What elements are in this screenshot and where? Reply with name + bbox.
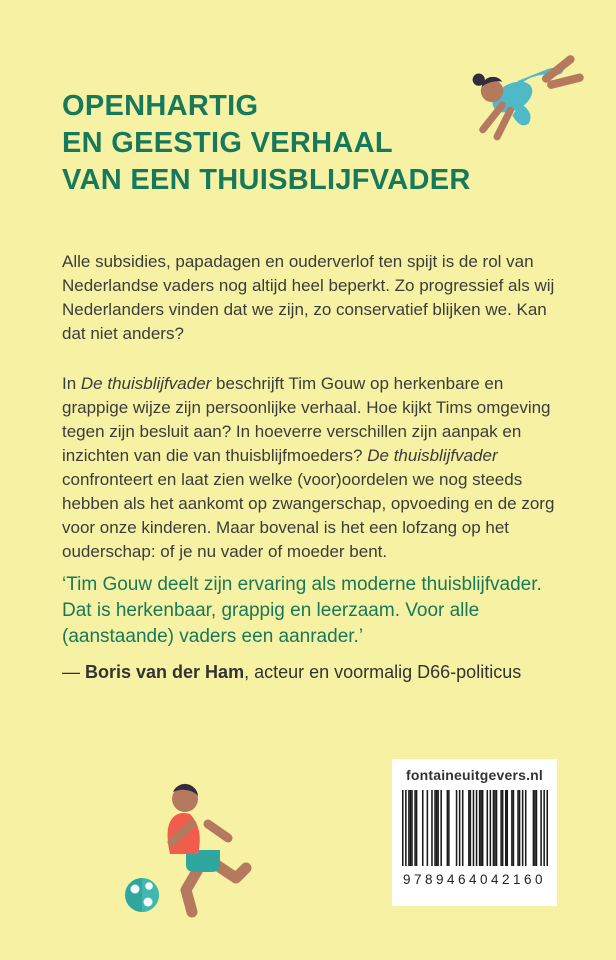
- title-line-1: OPENHARTIG: [62, 90, 259, 122]
- barcode: [402, 790, 548, 866]
- man-running-with-soccer-ball-illustration: [112, 762, 280, 920]
- attribution-name: Boris van der Ham: [85, 662, 245, 682]
- quote-attribution: [62, 659, 564, 685]
- book-title-italic-2: De thuisblijfvader: [367, 446, 498, 465]
- attribution-role: , acteur en voormalig D66-politicus: [244, 662, 522, 682]
- title-line-2: EN GEESTIG VERHAAL: [62, 127, 393, 159]
- desc-part-2: beschrijft Tim Gouw op herkenbare en grappige wijze zijn persoonlijke verhaal. Hoe kijkt Tims omgeving tegen zijn besluit aan? In hoeverre verschillen zijn aanpak en inzichten van die van thuisblijfmoeders?: [62, 374, 551, 465]
- runner-figure: [168, 784, 247, 912]
- endorsement-quote: [62, 572, 564, 685]
- desc-part-3: confronteert en laat zien welke (voor)oordelen we nog steeds hebben als het aankomt op zwangerschap, opvoeding en de zorg voor onze kinderen. Maar bovenal is het een lofzang op het ouderschap: of je nu vader of moeder bent.: [62, 470, 555, 561]
- intro-paragraph: Alle subsidies, papadagen en ouderverlof ten spijt is de rol van Nederlandse vaders nog altijd heel beperkt. Zo progressief als wij Nederlanders vinden dat we zijn, zo conservatief blijken we. Kan dat niet anders?: [62, 252, 555, 343]
- description-paragraph: [62, 372, 560, 564]
- book-title-italic-1: De thuisblijfvader: [80, 374, 212, 393]
- attribution-dash: —: [62, 662, 86, 682]
- desc-part-1: In: [62, 374, 81, 393]
- publisher-url: fontaineuitgevers.nl: [405, 767, 544, 783]
- soccer-ball: [125, 878, 159, 912]
- back-cover-copy: [62, 250, 560, 564]
- title-line-3: VAN EEN THUISBLIJFVADER: [62, 164, 471, 196]
- page-title: [62, 88, 471, 199]
- barcode-panel: [392, 759, 557, 906]
- quote-text: ‘Tim Gouw deelt zijn ervaring als moderne thuisblijfvader. Dat is herkenbaar, grappig en leerzaam. Voor alle (aanstaande) vaders een aanrader.’: [62, 574, 542, 647]
- woman-figure: [473, 59, 580, 137]
- isbn-number: 9789464042160: [402, 872, 547, 887]
